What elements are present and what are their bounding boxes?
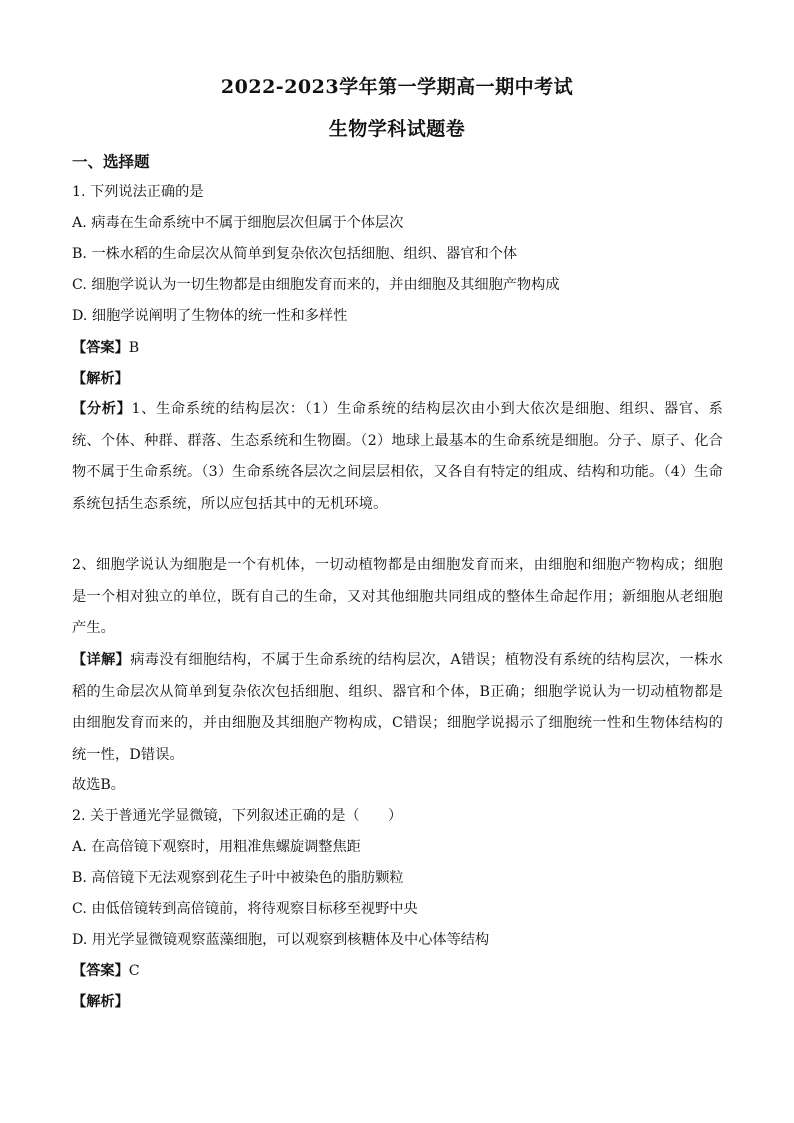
question-2-option-b: B. 高倍镜下无法观察到花生子叶中被染色的脂肪颗粒 [72, 870, 404, 886]
question-1-xiangjie-paragraph [72, 645, 723, 771]
section-heading: 一、选择题 [72, 152, 150, 171]
question-1-analysis-tag [72, 369, 129, 389]
question-2-answer [72, 961, 140, 981]
xiangjie-tag: 【详解】 [72, 652, 131, 668]
question-1-fenxi-paragraph-2: 2、细胞学说认为细胞是一个有机体，一切动植物都是由细胞发育而来，由细胞和细胞产物构成；细胞是一个相对独立的单位，既有自己的生命，又对其他细胞共同组成的整体生命起作用；新细胞从老细胞产生。 [72, 557, 723, 636]
analysis-tag: 【解析】 [72, 371, 129, 387]
question-1-fenxi-paragraph [72, 394, 723, 520]
answer-value: B [128, 340, 140, 356]
question-1-answer [72, 338, 139, 358]
answer-value: C [128, 963, 140, 979]
fenxi-text: 1、生命系统的结构层次：（1）生命系统的结构层次由小到大依次是细胞、组织、器官、系统、个体、种群、群落、生态系统和生物圈。（2）地球上最基本的生命系统是细胞。分子、原子、化合物不属于生命系统。（3）生命系统各层次之间层层相依，又各自有特定的组成、结构和功能。（4）生命系统包括生态系统，所以应包括其中的无机环境。 [72, 401, 723, 512]
fenxi-tag: 【分析】 [72, 401, 132, 417]
question-2-stem: 2. 关于普通光学显微镜，下列叙述正确的是（ ） [72, 808, 403, 824]
analysis-tag: 【解析】 [72, 994, 129, 1010]
exam-title: 2022-2023学年第一学期高一期中考试 [220, 76, 574, 98]
question-1-option-c: C. 细胞学说认为一切生物都是由细胞发育而来的，并由细胞及其细胞产物构成 [72, 277, 560, 293]
question-2-analysis-tag [72, 992, 129, 1012]
question-1-option-b: B. 一株水稻的生命层次从简单到复杂依次包括细胞、组织、器官和个体 [72, 246, 518, 262]
answer-tag: 【答案】 [72, 963, 129, 979]
question-1-conclusion: 故选B。 [72, 777, 125, 793]
exam-subtitle: 生物学科试题卷 [328, 118, 466, 140]
question-2-option-d: D. 用光学显微镜观察蓝藻细胞，可以观察到核糖体及中心体等结构 [72, 932, 490, 948]
question-2-option-c: C. 由低倍镜转到高倍镜前，将待观察目标移至视野中央 [72, 901, 418, 917]
question-1-stem: 1. 下列说法正确的是 [72, 184, 204, 200]
question-1-option-a: A. 病毒在生命系统中不属于细胞层次但属于个体层次 [72, 215, 404, 231]
xiangjie-text: 病毒没有细胞结构，不属于生命系统的结构层次，A错误；植物没有系统的结构层次，一株水稻的生命层次从简单到复杂依次包括细胞、组织、器官和个体，B正确；细胞学说认为一切动植物都是由细胞发育而来的，并由细胞及其细胞产物构成，C错误；细胞学说揭示了细胞统一性和生物体结构的统一性，D错误。 [72, 652, 723, 763]
answer-tag: 【答案】 [72, 340, 129, 356]
question-1-option-d: D. 细胞学说阐明了生物体的统一性和多样性 [72, 308, 348, 324]
question-2-option-a: A. 在高倍镜下观察时，用粗准焦螺旋调整焦距 [72, 839, 361, 855]
